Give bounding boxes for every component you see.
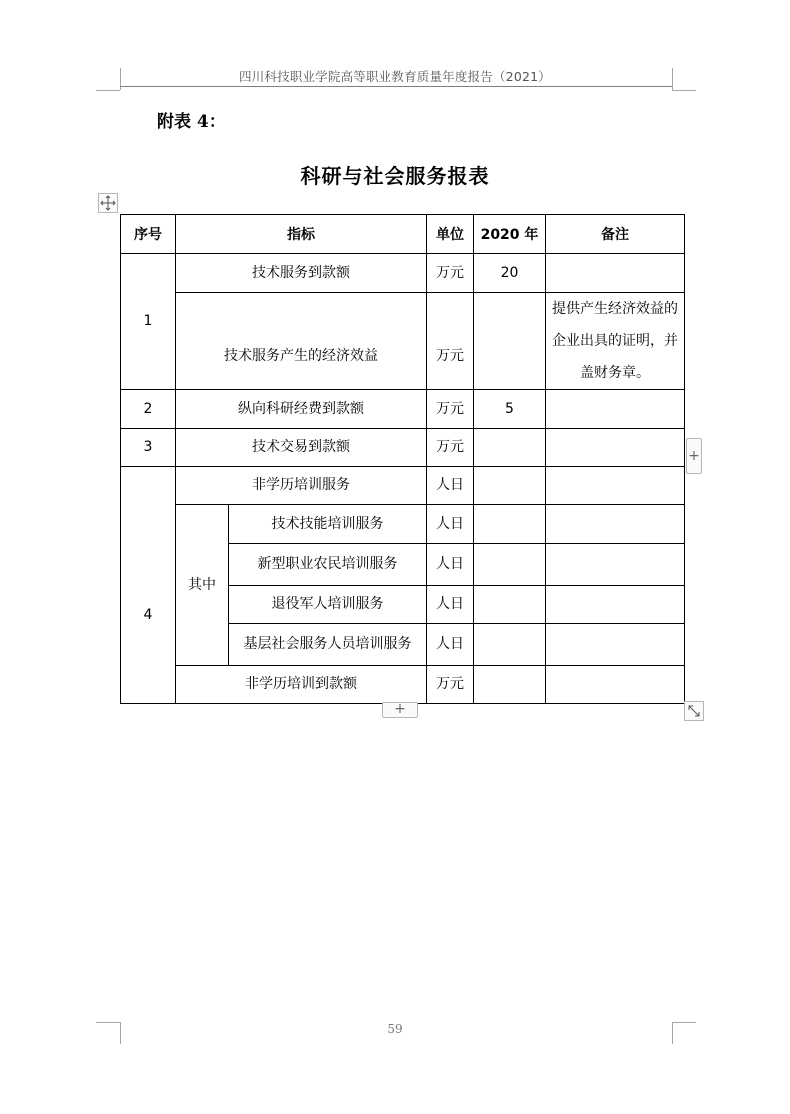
table-move-handle-icon[interactable]	[98, 193, 118, 213]
cell-unit[interactable]: 万元	[427, 429, 474, 467]
add-row-button[interactable]: +	[382, 702, 418, 718]
cell-value[interactable]	[474, 505, 546, 544]
crop-mark-top-right-h	[672, 90, 696, 91]
cell-seq[interactable]: 4	[121, 467, 176, 704]
cell-value[interactable]: 5	[474, 390, 546, 429]
cell-note[interactable]	[546, 544, 685, 586]
cell-note[interactable]: 提供产生经济效益的企业出具的证明，并盖财务章。	[546, 293, 685, 390]
cell-value[interactable]	[474, 666, 546, 704]
cell-indicator[interactable]: 纵向科研经费到款额	[176, 390, 427, 429]
cell-sub-label[interactable]: 其中	[176, 505, 229, 666]
header-year: 2020 年	[474, 215, 546, 254]
appendix-label: 附表 4：	[157, 112, 226, 132]
cell-note[interactable]	[546, 624, 685, 666]
table-row	[121, 666, 685, 704]
table-row	[121, 505, 685, 544]
cell-seq[interactable]: 3	[121, 429, 176, 467]
cell-indicator[interactable]: 技术交易到款额	[176, 429, 427, 467]
cell-unit[interactable]: 人日	[427, 586, 474, 624]
cell-note[interactable]	[546, 505, 685, 544]
cell-note[interactable]	[546, 429, 685, 467]
crop-mark-top-left-h	[96, 90, 120, 91]
table-row	[121, 293, 685, 390]
cell-value[interactable]	[474, 467, 546, 505]
table-resize-handle-icon[interactable]	[684, 701, 704, 721]
header-seq: 序号	[121, 215, 176, 254]
cell-unit[interactable]: 人日	[427, 624, 474, 666]
cell-indicator[interactable]: 基层社会服务人员培训服务	[229, 624, 427, 666]
cell-value[interactable]	[474, 624, 546, 666]
cell-value[interactable]	[474, 544, 546, 586]
cell-value[interactable]	[474, 429, 546, 467]
table-row	[121, 429, 685, 467]
table-title: 科研与社会服务报表	[300, 164, 490, 188]
cell-note[interactable]	[546, 666, 685, 704]
cell-indicator[interactable]: 退役军人培训服务	[229, 586, 427, 624]
cell-value[interactable]	[474, 586, 546, 624]
cell-note[interactable]	[546, 254, 685, 293]
header-note: 备注	[546, 215, 685, 254]
table-row	[121, 254, 685, 293]
cell-seq[interactable]: 1	[121, 254, 176, 390]
header-indicator: 指标	[176, 215, 427, 254]
cell-unit[interactable]: 人日	[427, 505, 474, 544]
cell-unit[interactable]: 人日	[427, 544, 474, 586]
cell-indicator[interactable]: 新型职业农民培训服务	[229, 544, 427, 586]
header-unit: 单位	[427, 215, 474, 254]
cell-note[interactable]	[546, 586, 685, 624]
cell-value[interactable]	[474, 293, 546, 390]
research-service-table	[120, 214, 685, 704]
cell-indicator[interactable]: 技术服务到款额	[176, 254, 427, 293]
cell-unit[interactable]: 人日	[427, 467, 474, 505]
cell-unit[interactable]: 万元	[427, 293, 474, 390]
table-row	[121, 467, 685, 505]
header-rule	[120, 86, 672, 87]
cell-seq[interactable]: 2	[121, 390, 176, 429]
table-row	[121, 390, 685, 429]
page-number: 59	[387, 1022, 403, 1036]
cell-indicator[interactable]: 非学历培训到款额	[176, 666, 427, 704]
cell-value[interactable]: 20	[474, 254, 546, 293]
cell-unit[interactable]: 万元	[427, 666, 474, 704]
add-column-button[interactable]: +	[686, 438, 702, 474]
cell-note[interactable]	[546, 467, 685, 505]
cell-unit[interactable]: 万元	[427, 254, 474, 293]
cell-indicator[interactable]: 技术服务产生的经济效益	[176, 293, 427, 390]
cell-unit[interactable]: 万元	[427, 390, 474, 429]
cell-indicator[interactable]: 非学历培训服务	[176, 467, 427, 505]
page-header-title: 四川科技职业学院高等职业教育质量年度报告（2021）	[238, 69, 551, 84]
cell-indicator[interactable]: 技术技能培训服务	[229, 505, 427, 544]
cell-note[interactable]	[546, 390, 685, 429]
